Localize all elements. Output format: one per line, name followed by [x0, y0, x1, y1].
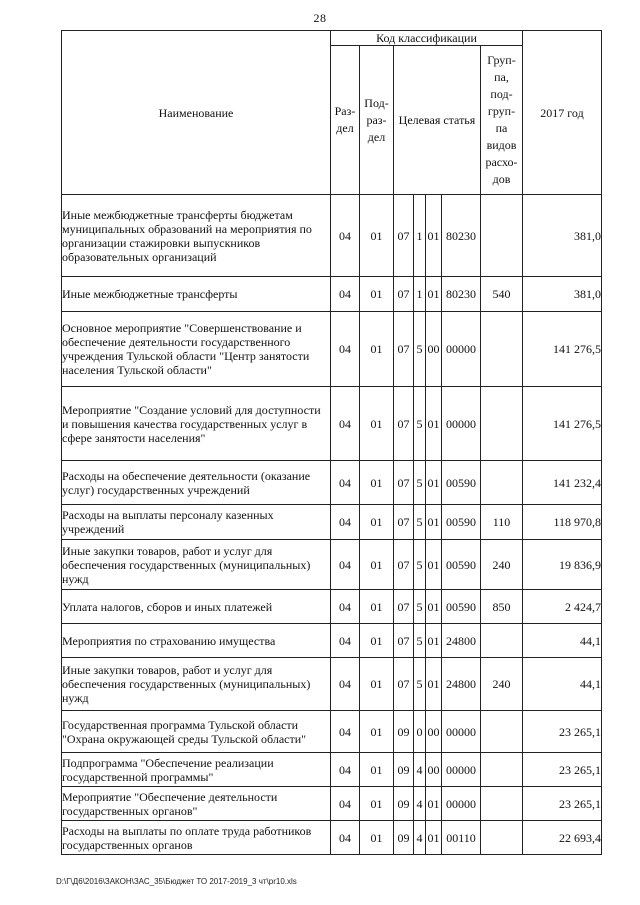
row-subsection: 01 — [360, 387, 394, 461]
row-name: Основное мероприятие "Совершенствование и обеспечение деятельности государственного учреждения Тульской области "Центр занятости населения Тульской области" — [62, 312, 331, 387]
page-number: 28 — [313, 11, 327, 25]
header-subsection-line: раз- — [366, 112, 387, 127]
row-amount: 2 424,7 — [523, 590, 602, 624]
table-row — [62, 312, 602, 387]
header-section-line: Раз- — [334, 104, 356, 118]
header-target-article: Целевая статья — [394, 46, 481, 195]
table-row — [62, 461, 602, 505]
row-amount: 19 836,9 — [523, 540, 602, 590]
header-name: Наименование — [62, 31, 331, 195]
row-target-subprogram: 0 — [414, 711, 426, 753]
row-section: 04 — [331, 658, 360, 711]
row-expense-group — [481, 787, 523, 821]
row-section: 04 — [331, 540, 360, 590]
row-target-direction: 00000 — [442, 387, 481, 461]
row-target-program: 07 — [394, 277, 414, 312]
table-row — [62, 658, 602, 711]
row-target-direction: 00590 — [442, 540, 481, 590]
row-amount: 44,1 — [523, 658, 602, 711]
row-section: 04 — [331, 590, 360, 624]
row-amount: 22 693,4 — [523, 821, 602, 855]
table-row — [62, 540, 602, 590]
row-amount: 23 265,1 — [523, 753, 602, 787]
header-year: 2017 год — [523, 31, 602, 195]
row-target-event: 01 — [426, 195, 442, 277]
row-target-direction: 00000 — [442, 753, 481, 787]
row-target-direction: 00590 — [442, 590, 481, 624]
row-name: Иные закупки товаров, работ и услуг для обеспечения государственных (муниципальных) нужд — [62, 658, 331, 711]
row-section: 04 — [331, 711, 360, 753]
row-target-event: 01 — [426, 658, 442, 711]
row-target-subprogram: 5 — [414, 387, 426, 461]
row-target-event: 01 — [426, 821, 442, 855]
header-code-group: Код классификации — [331, 31, 523, 46]
row-subsection: 01 — [360, 787, 394, 821]
row-subsection: 01 — [360, 658, 394, 711]
header-expense-line: расхо- — [485, 155, 518, 169]
row-name: Мероприятие "Обеспечение деятельности государственных органов" — [62, 787, 331, 821]
row-expense-group — [481, 461, 523, 505]
row-target-subprogram: 5 — [414, 540, 426, 590]
row-target-subprogram: 4 — [414, 821, 426, 855]
row-target-direction: 00590 — [442, 505, 481, 540]
row-target-program: 07 — [394, 387, 414, 461]
row-expense-group — [481, 711, 523, 753]
header-expense-group — [481, 46, 523, 195]
row-subsection: 01 — [360, 505, 394, 540]
row-name: Расходы на выплаты персоналу казенных учреждений — [62, 505, 331, 540]
row-subsection: 01 — [360, 590, 394, 624]
header-subsection-line: Под- — [364, 95, 389, 110]
row-target-program: 07 — [394, 658, 414, 711]
header-expense-line: па, — [494, 70, 509, 84]
row-target-program: 07 — [394, 312, 414, 387]
table-row — [62, 753, 602, 787]
row-amount: 141 232,4 — [523, 461, 602, 505]
row-amount: 381,0 — [523, 277, 602, 312]
row-target-subprogram: 1 — [414, 277, 426, 312]
row-amount: 44,1 — [523, 624, 602, 658]
row-subsection: 01 — [360, 711, 394, 753]
table-row — [62, 711, 602, 753]
row-expense-group: 240 — [481, 540, 523, 590]
header-section-line: дел — [336, 121, 354, 135]
row-section: 04 — [331, 387, 360, 461]
header-subsection-line: дел — [367, 129, 386, 144]
row-section: 04 — [331, 753, 360, 787]
row-target-subprogram: 5 — [414, 624, 426, 658]
row-section: 04 — [331, 461, 360, 505]
row-expense-group — [481, 195, 523, 277]
row-name: Уплата налогов, сборов и иных платежей — [62, 590, 331, 624]
row-section: 04 — [331, 312, 360, 387]
row-section: 04 — [331, 195, 360, 277]
row-expense-group — [481, 387, 523, 461]
row-target-event: 01 — [426, 505, 442, 540]
table-row — [62, 787, 602, 821]
row-amount: 23 265,1 — [523, 711, 602, 753]
row-target-direction: 24800 — [442, 624, 481, 658]
row-target-direction: 80230 — [442, 195, 481, 277]
row-amount: 118 970,8 — [523, 505, 602, 540]
row-target-event: 01 — [426, 461, 442, 505]
row-subsection: 01 — [360, 624, 394, 658]
row-expense-group — [481, 624, 523, 658]
header-section — [331, 46, 360, 195]
row-amount: 381,0 — [523, 195, 602, 277]
row-amount: 141 276,5 — [523, 387, 602, 461]
row-expense-group — [481, 753, 523, 787]
row-amount: 141 276,5 — [523, 312, 602, 387]
row-section: 04 — [331, 787, 360, 821]
header-expense-line: Груп- — [487, 53, 516, 67]
row-target-event: 01 — [426, 624, 442, 658]
row-subsection: 01 — [360, 821, 394, 855]
row-expense-group: 240 — [481, 658, 523, 711]
row-name: Расходы на выплаты по оплате труда работников государственных органов — [62, 821, 331, 855]
header-expense-line: дов — [492, 172, 511, 186]
row-target-program: 09 — [394, 753, 414, 787]
row-target-program: 09 — [394, 787, 414, 821]
row-target-direction: 24800 — [442, 658, 481, 711]
row-target-direction: 80230 — [442, 277, 481, 312]
row-name: Расходы на обеспечение деятельности (оказание услуг) государственных учреждений — [62, 461, 331, 505]
row-expense-group: 540 — [481, 277, 523, 312]
row-target-program: 07 — [394, 461, 414, 505]
row-target-program: 07 — [394, 505, 414, 540]
row-target-event: 00 — [426, 711, 442, 753]
row-target-subprogram: 5 — [414, 505, 426, 540]
row-subsection: 01 — [360, 753, 394, 787]
table-row — [62, 505, 602, 540]
header-expense-line: видов — [486, 138, 517, 152]
header-expense-line: па — [495, 121, 508, 135]
table-row — [62, 277, 602, 312]
row-section: 04 — [331, 277, 360, 312]
row-name: Иные межбюджетные трансферты — [62, 277, 331, 312]
file-path-footer: D:\Г\Д6\2016\ЗАКОН\ЗАС_35\Бюджет ТО 2017-2019_3 чт\pr10.xls — [56, 877, 297, 886]
table-row — [62, 624, 602, 658]
row-target-subprogram: 5 — [414, 590, 426, 624]
header-expense-line: под- — [490, 87, 513, 101]
budget-table — [61, 30, 602, 855]
row-target-program: 09 — [394, 711, 414, 753]
row-amount: 23 265,1 — [523, 787, 602, 821]
row-subsection: 01 — [360, 195, 394, 277]
row-target-program: 07 — [394, 624, 414, 658]
header-subsection — [360, 46, 394, 195]
row-expense-group: 110 — [481, 505, 523, 540]
row-target-direction: 00000 — [442, 312, 481, 387]
row-target-subprogram: 1 — [414, 195, 426, 277]
row-target-program: 07 — [394, 590, 414, 624]
row-name: Иные межбюджетные трансферты бюджетам муниципальных образований на мероприятия по организации стажировки выпускников образовательных организаций — [62, 195, 331, 277]
row-subsection: 01 — [360, 461, 394, 505]
row-subsection: 01 — [360, 277, 394, 312]
table-row — [62, 821, 602, 855]
row-target-event: 01 — [426, 387, 442, 461]
row-target-direction: 00000 — [442, 711, 481, 753]
row-subsection: 01 — [360, 312, 394, 387]
row-name: Мероприятие "Создание условий для доступности и повышения качества государственных услуг в сфере занятости населения" — [62, 387, 331, 461]
row-target-event: 01 — [426, 787, 442, 821]
row-target-event: 01 — [426, 590, 442, 624]
row-expense-group: 850 — [481, 590, 523, 624]
row-section: 04 — [331, 505, 360, 540]
row-target-event: 00 — [426, 312, 442, 387]
row-expense-group — [481, 312, 523, 387]
row-target-subprogram: 5 — [414, 658, 426, 711]
row-target-subprogram: 4 — [414, 787, 426, 821]
row-target-subprogram: 4 — [414, 753, 426, 787]
row-section: 04 — [331, 624, 360, 658]
row-expense-group — [481, 821, 523, 855]
row-target-program: 07 — [394, 195, 414, 277]
row-target-event: 01 — [426, 277, 442, 312]
table-row — [62, 387, 602, 461]
table-row — [62, 195, 602, 277]
row-target-subprogram: 5 — [414, 312, 426, 387]
row-target-program: 07 — [394, 540, 414, 590]
row-name: Государственная программа Тульской области "Охрана окружающей среды Тульской области" — [62, 711, 331, 753]
row-target-direction: 00110 — [442, 821, 481, 855]
header-expense-line: груп- — [487, 104, 516, 118]
row-name: Подпрограмма "Обеспечение реализации государственной программы" — [62, 753, 331, 787]
row-target-subprogram: 5 — [414, 461, 426, 505]
row-target-event: 00 — [426, 753, 442, 787]
row-name: Мероприятия по страхованию имущества — [62, 624, 331, 658]
row-target-event: 01 — [426, 540, 442, 590]
row-subsection: 01 — [360, 540, 394, 590]
row-name: Иные закупки товаров, работ и услуг для обеспечения государственных (муниципальных) нужд — [62, 540, 331, 590]
row-target-direction: 00000 — [442, 787, 481, 821]
row-target-program: 09 — [394, 821, 414, 855]
row-section: 04 — [331, 821, 360, 855]
row-target-direction: 00590 — [442, 461, 481, 505]
table-row — [62, 590, 602, 624]
